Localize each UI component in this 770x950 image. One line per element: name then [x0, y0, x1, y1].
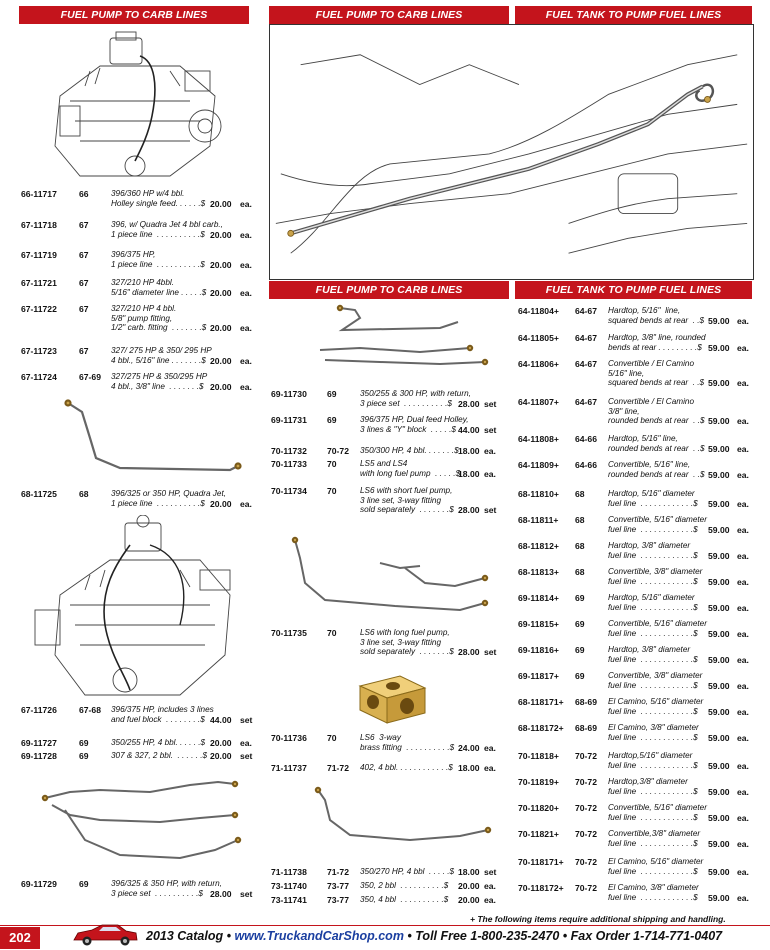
description-line: squared bends at rear . .$ — [608, 378, 705, 387]
unit: set — [484, 867, 497, 877]
model-year: 68-69 — [575, 697, 597, 707]
price: 24.00 — [458, 742, 480, 753]
model-year: 68 — [575, 489, 585, 499]
description-line: Hardtop, 5/16" diameter — [608, 593, 695, 602]
price: 20.00 — [210, 229, 232, 240]
price: 20.00 — [210, 381, 232, 392]
description-line: 396, w/ Quadra Jet 4 bbl carb., — [111, 220, 223, 229]
price: 20.00 — [210, 198, 232, 209]
description-line: 327/210 HP 4 bbl. — [111, 304, 177, 313]
description-line: fuel line . . . . . . . . . . . .$ — [608, 706, 698, 716]
model-year: 67 — [79, 304, 89, 314]
description-line: 350/255 HP, 4 bbl. . . . . .$ — [111, 738, 206, 747]
description-line: 396/375 HP, — [111, 250, 156, 259]
price: 59.00 — [708, 706, 730, 717]
part-number: 67-11721 — [21, 278, 57, 288]
description-line: 350/270 HP, 4 bbl . . . . .$ — [360, 867, 455, 876]
unit: ea. — [240, 287, 252, 298]
model-year: 70-72 — [575, 803, 597, 813]
description-line: fuel line . . . . . . . . . . . .$ — [608, 602, 698, 612]
header-fuel-pump-to-carb-lines-col1: FUEL PUMP TO CARB LINES — [19, 6, 249, 24]
description-line: 5/8" pump fitting, — [111, 313, 173, 323]
price: 20.00 — [210, 287, 232, 298]
description-line: fuel line . . . . . . . . . . . .$ — [608, 628, 698, 638]
description-line: Convertible, 5/16" diameter — [608, 619, 707, 628]
price: 59.00 — [708, 443, 730, 454]
unit: ea. — [737, 680, 749, 691]
description-line: 402, 4 bbl. . . . . . . . . . . .$ — [360, 763, 453, 772]
part-number: 70-11819+ — [518, 777, 559, 787]
unit: ea. — [240, 381, 252, 392]
unit: set — [484, 424, 497, 435]
price: 28.00 — [458, 647, 480, 657]
description-line: El Camino, 5/16" diameter — [608, 697, 704, 706]
description-line: 396/325 or 350 HP, Quadra Jet, — [111, 489, 227, 498]
part-number: 71-11737 — [271, 763, 307, 773]
unit: ea. — [737, 443, 749, 454]
description-line: 3 lines & "Y" block . . . . .$ — [360, 424, 456, 434]
header-fuel-pump-to-carb-lines-col2: FUEL PUMP TO CARB LINES — [269, 281, 509, 299]
price: 59.00 — [708, 378, 730, 388]
description-line: fuel line . . . . . . . . . . . .$ — [608, 732, 698, 742]
model-year: 67 — [79, 346, 89, 356]
model-year: 69 — [79, 738, 89, 748]
description-line: 327/210 HP 4bbl. — [111, 278, 174, 287]
description-line: 1 piece line . . . . . . . . . .$ — [111, 259, 205, 269]
part-number: 70-11818+ — [518, 751, 559, 761]
description-line: sold separately . . . . . . .$ — [360, 505, 454, 514]
part-number: 69-11816+ — [518, 645, 559, 655]
description-line: Hardtop,3/8" diameter — [608, 777, 688, 786]
unit: ea. — [737, 892, 749, 903]
description-line: El Camino, 3/8" diameter — [608, 883, 699, 892]
part-number: 64-11804+ — [518, 306, 559, 316]
description-line: Convertible, 5/16" diameter — [608, 515, 707, 524]
unit: ea. — [737, 342, 749, 353]
description-line: fuel line . . . . . . . . . . . .$ — [608, 866, 698, 876]
description-line: Hardtop, 5/16" line, — [608, 306, 681, 315]
unit: ea. — [484, 881, 496, 891]
part-number: 69-11814+ — [518, 593, 559, 603]
unit: set — [484, 647, 497, 657]
price: 59.00 — [708, 786, 730, 797]
model-year: 69 — [575, 619, 585, 629]
price: 18.00 — [458, 446, 480, 456]
part-number: 67-11724 — [21, 372, 57, 382]
description-line: 350, 4 bbl . . . . . . . . . .$ — [360, 895, 449, 904]
description-line: sold separately . . . . . . .$ — [360, 647, 454, 656]
footer-catalog: 2013 Catalog • — [146, 929, 235, 943]
description-line: El Camino, 3/8" diameter — [608, 723, 699, 732]
description-line: fuel line . . . . . . . . . . . .$ — [608, 838, 698, 848]
description-line: 396/360 HP w/4 bbl. — [111, 189, 185, 198]
unit: set — [240, 714, 253, 725]
price: 59.00 — [708, 732, 730, 743]
part-number: 68-11812+ — [518, 541, 559, 551]
part-number: 67-11722 — [21, 304, 57, 314]
description-line: fuel line . . . . . . . . . . . .$ — [608, 812, 698, 822]
unit: ea. — [240, 498, 252, 509]
description-line: bends at rear . . . . . . . . .$ — [608, 342, 702, 352]
unit: ea. — [240, 738, 252, 748]
model-year: 70-72 — [575, 883, 597, 893]
description-line: Hardtop, 3/8" diameter — [608, 645, 691, 654]
description-line: fuel line . . . . . . . . . . . .$ — [608, 892, 698, 902]
model-year: 67 — [79, 250, 89, 260]
part-number: 70-11735 — [271, 628, 307, 638]
description-line: Hardtop,5/16" diameter — [608, 751, 693, 760]
description-line: fuel line . . . . . . . . . . . .$ — [608, 524, 698, 534]
unit: ea. — [737, 416, 749, 426]
description-line: Hardtop, 5/16" line, — [608, 434, 678, 443]
header-fuel-tank-to-pump-lines-top: FUEL TANK TO PUMP FUEL LINES — [515, 6, 752, 24]
price: 20.00 — [210, 355, 232, 366]
description-line: 307 & 327, 2 bbl. . . . . . .$ — [111, 751, 208, 760]
description-line: Hardtop, 3/8" diameter — [608, 541, 691, 550]
description-line: LS6 3-way — [360, 733, 401, 742]
unit: ea. — [737, 315, 749, 326]
price: 18.00 — [458, 468, 480, 479]
part-number: 69-11817+ — [518, 671, 559, 681]
price: 59.00 — [708, 838, 730, 849]
description-line: rounded bends at rear . .$ — [608, 469, 705, 479]
part-number: 67-11718 — [21, 220, 57, 230]
model-year: 64-67 — [575, 359, 597, 369]
description-line: 1/2" carb. fitting . . . . . . .$ — [111, 323, 207, 332]
part-number: 68-118171+ — [518, 697, 564, 707]
unit: ea. — [737, 378, 749, 388]
unit: ea. — [484, 742, 496, 753]
description-line: brass fitting . . . . . . . . . .$ — [360, 742, 455, 752]
price: 28.00 — [458, 505, 480, 515]
description-line: Convertible / El Camino — [608, 359, 695, 368]
part-number: 69-11730 — [271, 389, 307, 399]
description-line: fuel line . . . . . . . . . . . .$ — [608, 550, 698, 560]
model-year: 73-77 — [327, 895, 349, 905]
price: 20.00 — [210, 498, 232, 509]
unit: ea. — [737, 838, 749, 849]
model-year: 69 — [575, 593, 585, 603]
unit: ea. — [484, 468, 496, 479]
model-year: 67-68 — [79, 705, 101, 715]
description-line: fuel line . . . . . . . . . . . .$ — [608, 498, 698, 508]
part-number: 68-11811+ — [518, 515, 559, 525]
part-number: 69-11727 — [21, 738, 57, 748]
part-number: 64-11809+ — [518, 460, 559, 470]
fuel-line-illustration-11730 — [300, 300, 500, 382]
description-line: 350/300 HP, 4 bbl. . . . . . .$ — [360, 446, 459, 455]
unit: ea. — [484, 446, 496, 456]
fuel-line-illustration-11735 — [285, 528, 500, 623]
description-line: Convertible / El Camino — [608, 397, 695, 406]
price: 59.00 — [708, 680, 730, 691]
price: 59.00 — [708, 469, 730, 480]
description-line: 5/16" line, — [608, 368, 645, 378]
part-number: 68-11813+ — [518, 567, 559, 577]
price: 20.00 — [210, 751, 232, 761]
description-line: 3 line set, 3-way fitting — [360, 637, 442, 647]
part-number: 67-11726 — [21, 705, 57, 715]
description-line: squared bends at rear . .$ — [608, 315, 705, 325]
engine-illustration-top — [40, 26, 230, 186]
model-year: 70-72 — [575, 829, 597, 839]
part-number: 67-11723 — [21, 346, 57, 356]
part-number: 70-118172+ — [518, 883, 564, 893]
price: 59.00 — [708, 654, 730, 665]
description-line: 396/325 & 350 HP, with return, — [111, 879, 222, 888]
part-number: 66-11717 — [21, 189, 57, 199]
model-year: 67 — [79, 220, 89, 230]
car-icon — [70, 922, 140, 948]
model-year: 70 — [327, 628, 337, 638]
unit: ea. — [240, 198, 252, 209]
model-year: 68 — [575, 541, 585, 551]
price: 44.00 — [458, 424, 480, 435]
description-line: rounded bends at rear . .$ — [608, 443, 705, 453]
part-number: 64-11807+ — [518, 397, 559, 407]
model-year: 70-72 — [575, 751, 597, 761]
price: 44.00 — [210, 714, 232, 725]
model-year: 68 — [575, 567, 585, 577]
price: 59.00 — [708, 866, 730, 877]
part-number: 70-11736 — [271, 733, 307, 743]
part-number: 70-11734 — [271, 486, 307, 496]
price: 28.00 — [458, 398, 480, 409]
description-line: 4 bbl., 5/16" line . . . . . . .$ — [111, 355, 206, 365]
description-line: 396/375 HP, Dual feed Holley, — [360, 415, 469, 424]
model-year: 70 — [327, 459, 337, 469]
model-year: 67-69 — [79, 372, 101, 382]
unit: ea. — [737, 786, 749, 797]
description-line: Hardtop, 5/16" diameter — [608, 489, 695, 498]
part-number: 70-11733 — [271, 459, 307, 469]
unit: ea. — [737, 706, 749, 717]
unit: ea. — [737, 654, 749, 665]
price: 59.00 — [708, 760, 730, 771]
description-line: Convertible, 3/8" diameter — [608, 671, 703, 680]
model-year: 70-72 — [575, 777, 597, 787]
price: 20.00 — [458, 881, 480, 891]
page-number: 202 — [0, 927, 40, 949]
part-number: 64-11808+ — [518, 434, 559, 444]
model-year: 69 — [79, 879, 89, 889]
price: 59.00 — [708, 315, 730, 326]
price: 18.00 — [458, 763, 480, 773]
description-line: 3 piece set . . . . . . . . . .$ — [111, 888, 203, 898]
description-line: 5/16" diameter line . . . . .$ — [111, 287, 207, 297]
description-line: Holley single feed. . . . . .$ — [111, 198, 206, 208]
price: 59.00 — [708, 524, 730, 535]
model-year: 73-77 — [327, 881, 349, 891]
model-year: 64-66 — [575, 460, 597, 470]
description-line: 1 piece line . . . . . . . . . .$ — [111, 229, 205, 239]
price: 20.00 — [210, 259, 232, 270]
model-year: 69 — [575, 645, 585, 655]
description-line: with long fuel pump . . . . .$ — [360, 468, 461, 478]
unit: ea. — [737, 602, 749, 613]
model-year: 68-69 — [575, 723, 597, 733]
fuel-tank-line-illustration — [269, 24, 754, 280]
part-number: 68-118172+ — [518, 723, 564, 733]
description-line: Convertible, 3/8" diameter — [608, 567, 703, 576]
model-year: 70 — [327, 733, 337, 743]
description-line: 3 piece set . . . . . . . . . .$ — [360, 398, 452, 408]
description-line: rounded bends at rear . .$ — [608, 416, 705, 425]
price: 59.00 — [708, 628, 730, 639]
model-year: 64-67 — [575, 397, 597, 407]
part-number: 71-11738 — [271, 867, 307, 877]
brass-fitting-image — [355, 668, 430, 728]
header-fuel-tank-to-pump-lines-col3: FUEL TANK TO PUMP FUEL LINES — [515, 281, 752, 299]
model-year: 70-72 — [327, 446, 349, 456]
model-year: 70 — [327, 486, 337, 496]
unit: ea. — [240, 229, 252, 240]
description-line: 3 line set, 3-way fitting — [360, 495, 442, 505]
description-line: Convertible, 5/16" diameter — [608, 803, 707, 812]
description-line: Convertible,3/8" diameter — [608, 829, 701, 838]
part-number: 68-11810+ — [518, 489, 559, 499]
price: 59.00 — [708, 342, 730, 353]
price: 18.00 — [458, 867, 480, 877]
model-year: 71-72 — [327, 867, 349, 877]
unit: ea. — [737, 812, 749, 823]
unit: ea. — [737, 524, 749, 535]
description-line: 350, 2 bbl . . . . . . . . . .$ — [360, 881, 449, 890]
part-number: 69-11729 — [21, 879, 57, 889]
part-number: 69-11728 — [21, 751, 57, 761]
unit: ea. — [737, 498, 749, 509]
description-line: fuel line . . . . . . . . . . . .$ — [608, 760, 698, 770]
model-year: 68 — [79, 489, 89, 499]
price: 20.00 — [210, 323, 232, 333]
part-number: 73-11740 — [271, 881, 307, 891]
description-line: LS5 and LS4 — [360, 459, 408, 468]
description-line: Convertible, 5/16" line, — [608, 460, 691, 469]
model-year: 71-72 — [327, 763, 349, 773]
description-line: fuel line . . . . . . . . . . . .$ — [608, 654, 698, 664]
price: 59.00 — [708, 602, 730, 613]
fuel-line-illustration-11738 — [310, 780, 495, 855]
footer-phone: • Toll Free 1-800-235-2470 • Fax Order 1-714-771-0407 — [403, 929, 723, 943]
description-line: fuel line . . . . . . . . . . . .$ — [608, 786, 698, 796]
model-year: 68 — [575, 515, 585, 525]
model-year: 66 — [79, 189, 89, 199]
unit: ea. — [240, 355, 252, 366]
unit: ea. — [240, 259, 252, 270]
unit: ea. — [240, 323, 252, 333]
unit: ea. — [737, 760, 749, 771]
footer-contact-line — [146, 929, 722, 943]
unit: ea. — [484, 763, 496, 773]
description-line: 327/ 275 HP & 350/ 295 HP — [111, 346, 212, 355]
price: 59.00 — [708, 892, 730, 903]
unit: set — [484, 505, 497, 515]
fuel-line-illustration-11729 — [40, 770, 245, 875]
model-year: 69 — [79, 751, 89, 761]
model-year: 64-66 — [575, 434, 597, 444]
price: 59.00 — [708, 812, 730, 823]
part-number: 70-11821+ — [518, 829, 559, 839]
part-number: 70-11820+ — [518, 803, 559, 813]
unit: ea. — [737, 576, 749, 587]
unit: set — [240, 751, 253, 761]
price: 20.00 — [210, 738, 232, 748]
unit: ea. — [737, 628, 749, 639]
description-line: fuel line . . . . . . . . . . . .$ — [608, 576, 698, 586]
description-line: 350/255 & 300 HP, with return, — [360, 389, 471, 398]
part-number: 69-11731 — [271, 415, 307, 425]
part-number: 64-11805+ — [518, 333, 559, 343]
price: 59.00 — [708, 550, 730, 561]
part-number: 73-11741 — [271, 895, 307, 905]
price: 28.00 — [210, 888, 232, 899]
model-year: 64-67 — [575, 333, 597, 343]
unit: set — [240, 888, 253, 899]
description-line: 4 bbl., 3/8" line . . . . . . .$ — [111, 381, 204, 391]
unit: ea. — [737, 866, 749, 877]
part-number: 67-11719 — [21, 250, 57, 260]
description-line: 3/8" line, — [608, 406, 640, 416]
description-line: LS6 with short fuel pump, — [360, 486, 453, 495]
part-number: 70-118171+ — [518, 857, 564, 867]
price: 59.00 — [708, 416, 730, 426]
part-number: 70-11732 — [271, 446, 307, 456]
part-number: 68-11725 — [21, 489, 57, 499]
engine-illustration-bottom — [30, 515, 240, 705]
model-year: 69 — [327, 389, 337, 399]
description-line: 327/275 HP & 350/295 HP — [111, 372, 208, 381]
model-year: 70-72 — [575, 857, 597, 867]
description-line: Hardtop, 3/8" line, rounded — [608, 333, 706, 342]
fuel-line-illustration-11725 — [60, 398, 245, 486]
description-line: El Camino, 5/16" diameter — [608, 857, 704, 866]
part-number: 69-11815+ — [518, 619, 559, 629]
model-year: 69 — [575, 671, 585, 681]
unit: ea. — [737, 469, 749, 480]
price: 59.00 — [708, 498, 730, 509]
description-line: fuel line . . . . . . . . . . . .$ — [608, 680, 698, 690]
model-year: 67 — [79, 278, 89, 288]
description-line: 396/375 HP, includes 3 lines — [111, 705, 214, 714]
header-fuel-pump-to-carb-lines-top: FUEL PUMP TO CARB LINES — [269, 6, 509, 24]
shipping-note: + The following items require additional shipping and handling. — [470, 914, 726, 924]
unit: ea. — [737, 732, 749, 743]
footer-website-link[interactable]: www.TruckandCarShop.com — [234, 929, 404, 943]
unit: ea. — [484, 895, 496, 905]
part-number: 64-11806+ — [518, 359, 559, 369]
unit: set — [484, 398, 497, 409]
price: 59.00 — [708, 576, 730, 587]
unit: ea. — [737, 550, 749, 561]
description-line: LS6 with long fuel pump, — [360, 628, 450, 637]
description-line: 1 piece line . . . . . . . . . .$ — [111, 498, 205, 508]
model-year: 64-67 — [575, 306, 597, 316]
model-year: 69 — [327, 415, 337, 425]
price: 20.00 — [458, 895, 480, 905]
description-line: and fuel block . . . . . . . .$ — [111, 714, 205, 724]
